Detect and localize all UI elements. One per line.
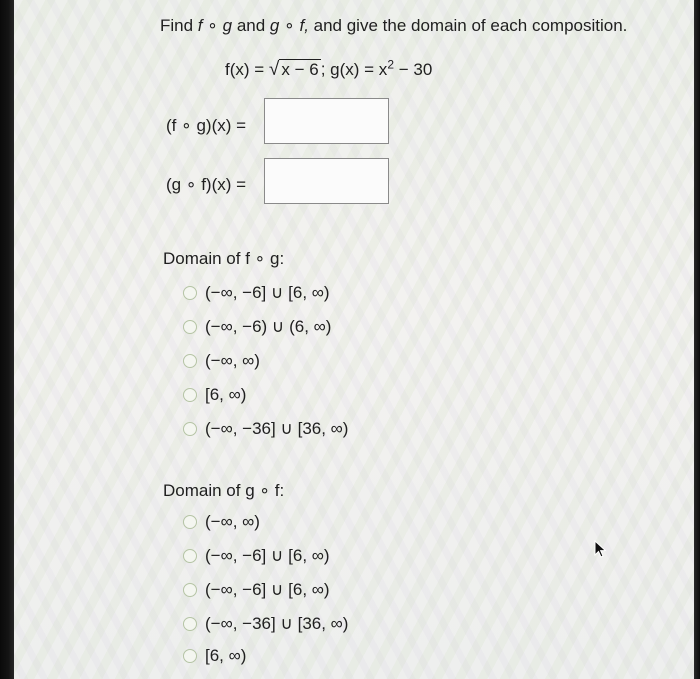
domain-gof-option[interactable]: [6, ∞)	[183, 645, 246, 667]
mouse-pointer-icon	[592, 540, 608, 558]
domain-gof-option[interactable]: (−∞, ∞)	[183, 511, 260, 533]
radio-circle-icon[interactable]	[183, 388, 197, 402]
radio-circle-icon[interactable]	[183, 549, 197, 563]
domain-gof-option[interactable]: (−∞, −6] ∪ [6, ∞)	[183, 545, 330, 567]
domain-fog-title: Domain of f ∘ g:	[163, 249, 285, 268]
f-definition: f(x) = √ x − 6	[225, 58, 319, 80]
device-bezel-right	[694, 0, 700, 679]
radio-circle-icon[interactable]	[183, 617, 197, 631]
gof-answer-input[interactable]	[264, 158, 389, 204]
radio-circle-icon[interactable]	[183, 354, 197, 368]
domain-fog-option[interactable]: (−∞, −6] ∪ [6, ∞)	[183, 282, 330, 304]
function-definitions: f(x) = √ x − 6 ; $g(x) = x^2 - 30$	[225, 57, 433, 80]
gof-label: (g ∘ f)(x) =	[166, 175, 247, 194]
fog-answer-input[interactable]	[264, 98, 389, 144]
domain-gof-option[interactable]: (−∞, −6] ∪ [6, ∞)	[183, 579, 330, 601]
g-definition: $g(x) = x^2 - 30$	[330, 57, 433, 79]
radio-circle-icon[interactable]	[183, 320, 197, 334]
domain-fog-option[interactable]: (−∞, −36] ∪ [36, ∞)	[183, 418, 348, 440]
domain-gof-title: Domain of g ∘ f:	[163, 481, 285, 500]
domain-fog-option[interactable]: (−∞, ∞)	[183, 350, 260, 372]
radio-circle-icon[interactable]	[183, 583, 197, 597]
domain-gof-option[interactable]: (−∞, −36] ∪ [36, ∞)	[183, 613, 348, 635]
radio-circle-icon[interactable]	[183, 422, 197, 436]
device-bezel-left	[0, 0, 14, 679]
radio-circle-icon[interactable]	[183, 649, 197, 663]
radio-circle-icon[interactable]	[183, 286, 197, 300]
domain-fog-option[interactable]: (−∞, −6) ∪ (6, ∞)	[183, 316, 331, 338]
question-text: Find f ∘ g and g ∘ f, and give the domain of each composition.	[160, 16, 628, 35]
fog-label: (f ∘ g)(x) =	[166, 116, 247, 135]
domain-fog-option[interactable]: [6, ∞)	[183, 384, 246, 406]
radio-circle-icon[interactable]	[183, 515, 197, 529]
square-root-icon: √	[268, 58, 280, 80]
